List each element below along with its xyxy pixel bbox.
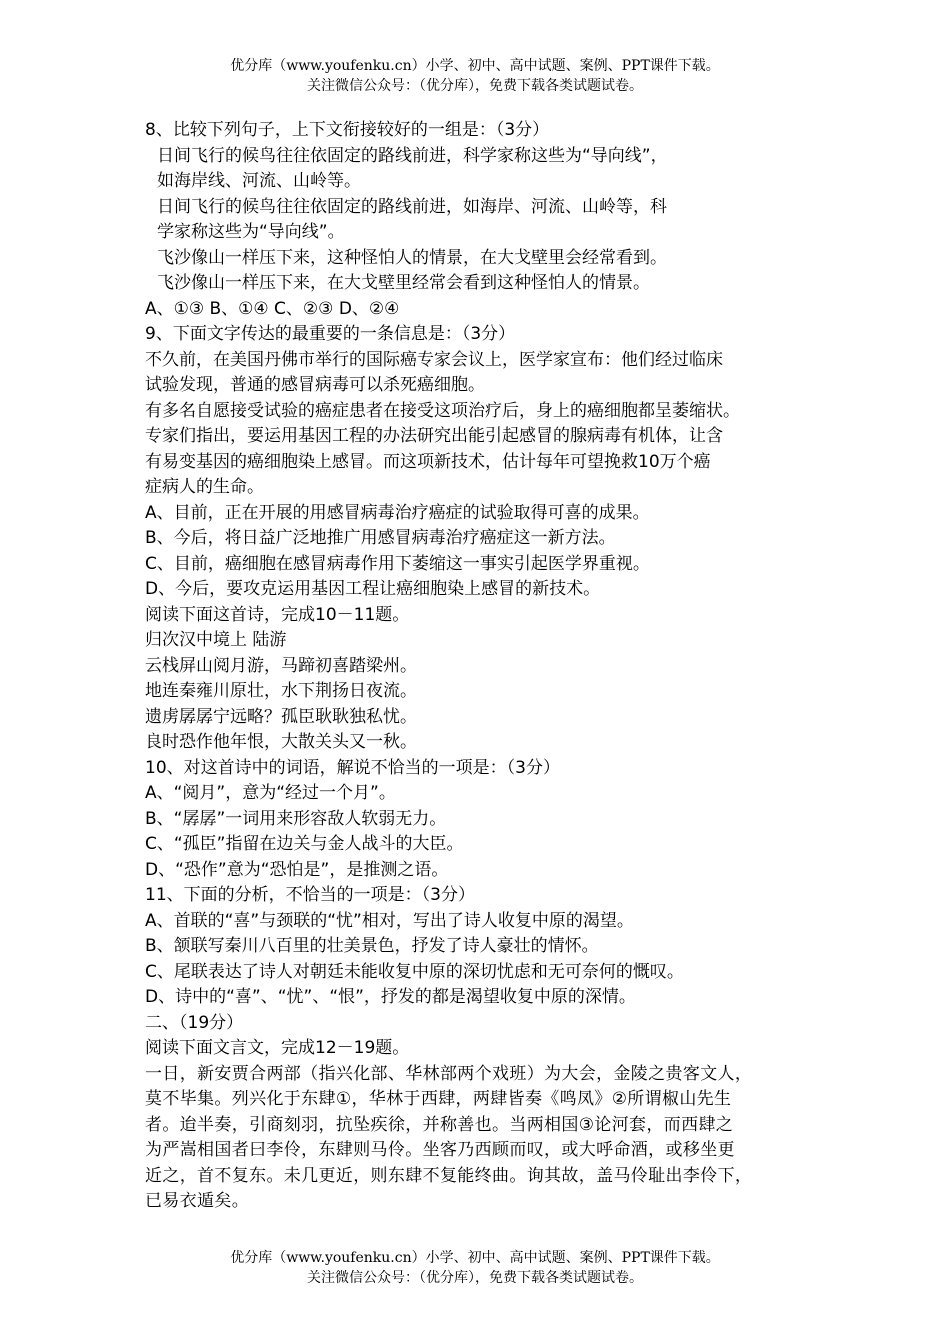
poem-line: 遗虏孱孱宁远略？孤臣耿耿独私忧。	[145, 706, 417, 727]
q11-option-a: A、首联的“喜”与颈联的“忧”相对，写出了诗人收复中原的渴望。	[145, 910, 634, 931]
poem-line: 地连秦雍川原壮，水下荆扬日夜流。	[145, 681, 417, 701]
classical-passage-line: 已易衣遁矣。	[145, 1191, 250, 1211]
q9-passage-line: 有易变基因的癌细胞染上感冒。而这项新技术，估计每年可望挽救10万个癌	[145, 451, 711, 472]
q9-passage-line: 有多名自愿接受试验的癌症患者在接受这项治疗后，身上的癌细胞都呈萎缩状。	[145, 400, 740, 421]
classical-passage-line: 近之，首不复东。未几更近，则东肆不复能终曲。询其故，盖马伶耻出李伶下，	[145, 1165, 753, 1186]
q9-passage-line: 试验发现，普通的感冒病毒可以杀死癌细胞。	[145, 375, 485, 395]
q11-option-d: D、诗中的“喜”、“忧”、“恨”，抒发的都是渴望收复中原的深情。	[145, 987, 636, 1007]
q8-options: A、①③ B、①④ C、②③ D、②④	[145, 298, 400, 319]
poem-title: 归次汉中境上 陆游	[145, 630, 287, 650]
q9-option-a: A、目前，正在开展的用感冒病毒治疗癌症的试验取得可喜的成果。	[145, 502, 650, 523]
q10-option-b: B、“孱孱”一词用来形容敌人软弱无力。	[145, 808, 447, 829]
section-2-heading: 二、（19分）	[145, 1012, 244, 1033]
q9-option-d: D、今后，要攻克运用基因工程让癌细胞染上感冒的新技术。	[145, 579, 601, 599]
classical-passage-line: 莫不毕集。列兴化于东肆①，华林于西肆，两肆皆奏《鸣凤》②所谓椒山先生	[145, 1089, 732, 1109]
question-11-stem: 11、下面的分析，不恰当的一项是：（3分）	[145, 885, 475, 905]
header-line-1: 优分库（www.youfenku.cn）小学、初中、高中试题、案例、PPT课件下载。	[230, 58, 720, 74]
q10-option-d: D、“恐作”意为“恐怕是”，是推测之语。	[145, 859, 449, 880]
footer-line-2: 关注微信公众号：（优分库），免费下载各类试题试卷。	[307, 1270, 643, 1286]
q9-option-c: C、目前，癌细胞在感冒病毒作用下萎缩这一事实引起医学界重视。	[145, 553, 650, 574]
question-9-stem: 9、下面文字传达的最重要的一条信息是：（3分）	[145, 324, 516, 344]
q9-passage-line: 症病人的生命。	[145, 477, 264, 497]
q10-option-a: A、“阅月”，意为“经过一个月”。	[145, 783, 396, 803]
classical-instruction: 阅读下面文言文，完成12－19题。	[145, 1038, 410, 1058]
page-header	[0, 56, 950, 96]
question-8-stem: 8、比较下列句子，上下文衔接较好的一组是：（3分）	[145, 120, 550, 140]
q10-option-c: C、“孤臣”指留在边关与金人战斗的大臣。	[145, 834, 464, 854]
q8-sentence-1b: 如海岸线、河流、山岭等。	[157, 171, 361, 191]
q8-sentence-2b: 学家称这些为“导向线”。	[157, 222, 345, 242]
footer-line-1: 优分库（www.youfenku.cn）小学、初中、高中试题、案例、PPT课件下载。	[230, 1250, 720, 1266]
classical-passage-line: 者。迨半奏，引商刻羽，抗坠疾徐，并称善也。当两相国③论河套，而西肆之	[145, 1114, 734, 1135]
document-body	[145, 118, 825, 1215]
q8-sentence-3: 飞沙像山一样压下来，这种怪怕人的情景，在大戈壁里会经常看到。	[157, 247, 667, 268]
q11-option-b: B、颔联写秦川八百里的壮美景色，抒发了诗人豪壮的情怀。	[145, 936, 599, 956]
q8-sentence-4: 飞沙像山一样压下来，在大戈壁里经常会看到这种怪怕人的情景。	[157, 273, 650, 293]
q11-option-c: C、尾联表达了诗人对朝廷未能收复中原的深切忧虑和无可奈何的慨叹。	[145, 961, 684, 982]
question-10-stem: 10、对这首诗中的词语，解说不恰当的一项是：（3分）	[145, 757, 560, 778]
q9-passage-line: 专家们指出，要运用基因工程的办法研究出能引起感冒的腺病毒有机体，让含	[145, 426, 723, 446]
q9-option-b: B、今后，将日益广泛地推广用感冒病毒治疗癌症这一新方法。	[145, 528, 616, 548]
classical-passage-line: 一日，新安贾合两部（指兴化部、华林部两个戏班）为大会，金陵之贵客文人，	[145, 1063, 753, 1084]
q8-sentence-1a: 日间飞行的候鸟往往依固定的路线前进，科学家称这些为“导向线”，	[157, 145, 668, 166]
classical-passage-line: 为严嵩相国者曰李伶，东肆则马伶。坐客乃西顾而叹，或大呼命酒，或移坐更	[145, 1140, 735, 1160]
q8-sentence-2a: 日间飞行的候鸟往往依固定的路线前进，如海岸、河流、山岭等，科	[157, 196, 667, 217]
poem-line: 云栈屏山阅月游，马蹄初喜踏梁州。	[145, 655, 417, 676]
header-line-2: 关注微信公众号：（优分库），免费下载各类试题试卷。	[307, 78, 643, 94]
poem-line: 良时恐作他年恨，大散关头又一秋。	[145, 732, 417, 752]
q9-passage-line: 不久前，在美国丹佛市举行的国际癌专家会议上，医学家宣布：他们经过临床	[145, 349, 723, 370]
poem-instruction: 阅读下面这首诗，完成10－11题。	[145, 604, 410, 625]
page-footer	[0, 1248, 950, 1288]
